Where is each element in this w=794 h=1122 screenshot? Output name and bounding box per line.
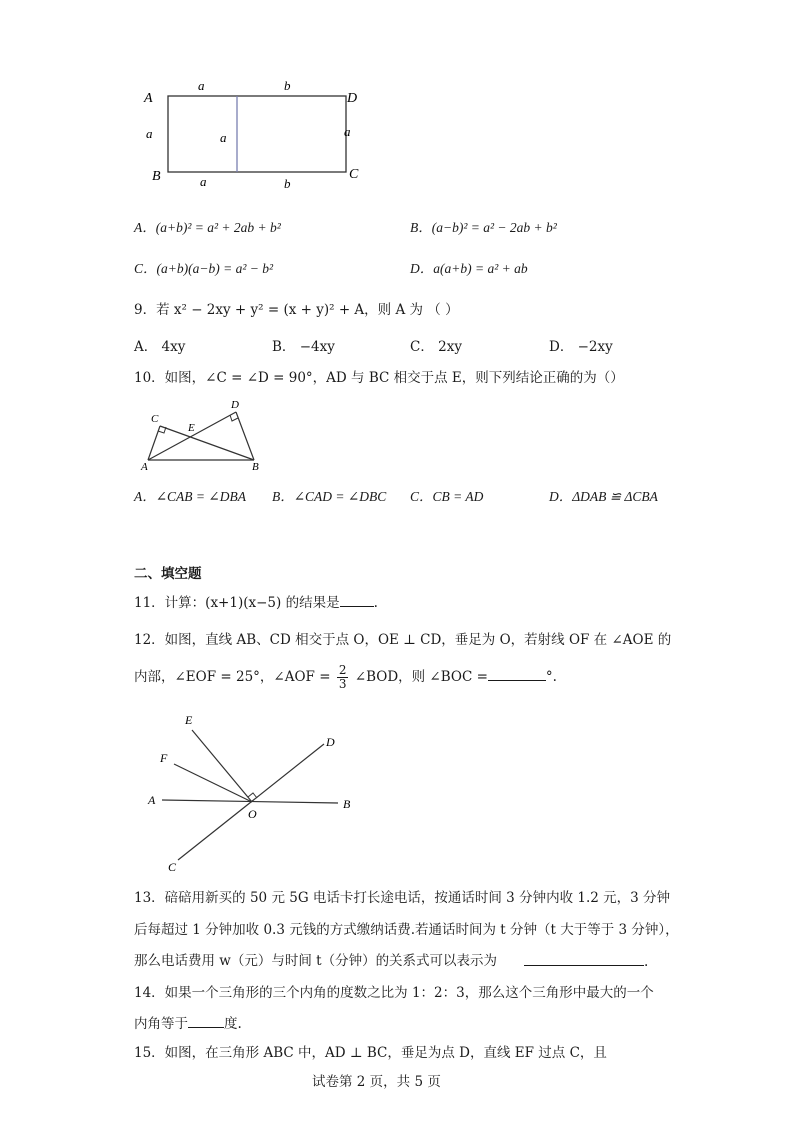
q10-label-a: A	[141, 461, 148, 473]
q9-option-a: A． 4xy	[134, 339, 186, 355]
q10-label-b: B	[252, 461, 259, 473]
q12-frac-den: 3	[338, 677, 347, 691]
q11-text: 11．计算：(x+1)(x−5) 的结果是	[134, 595, 340, 611]
q9-option-b: B． −4xy	[272, 339, 335, 355]
q14-line2-b: 度.	[224, 1016, 242, 1032]
q9-option-d: D． −2xy	[549, 339, 613, 355]
q12-label-d: D	[326, 735, 335, 749]
vertex-d-label: D	[347, 91, 358, 106]
q12-label-f: F	[160, 751, 168, 765]
q13-line1: 13．碚碚用新买的 50 元 5G 电话卡打长途电话，按通话时间 3 分钟内收 1.2 元，3 分钟	[134, 890, 670, 906]
q11	[134, 592, 378, 613]
q8-option-c: C．(a+b)(a−b) = a² − b²	[134, 261, 274, 276]
q13-end: .	[644, 954, 649, 970]
right-a-label: a	[344, 124, 351, 139]
right-angle-mark-o	[248, 793, 257, 798]
segment-cb	[160, 426, 254, 460]
q13-line3	[134, 951, 497, 971]
q11-end: .	[373, 595, 378, 611]
q12-line2-a: 内部，∠EOF = 25°，∠AOF =	[134, 669, 331, 685]
q9-stem: 9．若 x² − 2xy + y² = (x + y)² + A，则 A 为 （ ）	[134, 302, 459, 318]
q13-answer	[524, 951, 648, 972]
q14-line2	[134, 1013, 242, 1034]
q14-answer-blank[interactable]	[188, 1013, 224, 1028]
q13-line3-text: 那么电话费用 w（元）与时间 t（分钟）的关系式可以表示为	[134, 953, 498, 969]
q10-option-d: D．ΔDAB ≌ ΔCBA	[549, 489, 658, 504]
q13-line2: 后每超过 1 分钟加收 0.3 元钱的方式缴纳话费.若通话时间为 t 分钟（t 大于等于 3 分钟），	[134, 922, 679, 938]
q10-label-c: C	[151, 413, 159, 425]
q12-lines-figure	[140, 708, 370, 878]
q15-line1: 15．如图，在三角形 ABC 中，AD ⊥ BC，垂足为点 D，直线 EF 过点 C，且	[134, 1045, 607, 1061]
q14-line2-a: 内角等于	[134, 1016, 188, 1032]
q12-label-c: C	[168, 860, 177, 874]
mid-a-label: a	[220, 130, 227, 145]
q11-answer-blank[interactable]	[340, 592, 374, 607]
q12-frac-num: 2	[338, 663, 347, 677]
q10-label-e: E	[188, 422, 195, 434]
ray-of	[174, 764, 252, 802]
page-footer: 试卷第 2 页，共 5 页	[312, 1074, 441, 1090]
section-title: 二、填空题	[134, 566, 202, 582]
q9-option-c: C． 2xy	[410, 339, 462, 355]
top-a-label: a	[198, 78, 205, 93]
left-a-label: a	[146, 126, 153, 141]
q12-answer-blank[interactable]	[488, 666, 546, 681]
ray-oe	[192, 730, 252, 802]
q12-line2	[134, 664, 557, 691]
segment-db	[236, 412, 254, 460]
q12-label-o: O	[248, 807, 257, 821]
q12-end: °.	[545, 669, 557, 685]
q10-label-d: D	[231, 399, 239, 411]
q8-option-b: B．(a−b)² = a² − 2ab + b²	[410, 220, 557, 235]
vertex-b-label: B	[152, 169, 161, 184]
vertex-c-label: C	[349, 167, 359, 182]
bottom-b-label: b	[284, 176, 291, 191]
q14-line1: 14．如果一个三角形的三个内角的度数之比为 1：2：3，那么这个三角形中最大的一个	[134, 985, 654, 1001]
right-angle-mark-d	[230, 415, 238, 421]
q10-option-c: C．CB = AD	[410, 489, 484, 504]
q8-option-d: D．a(a+b) = a² + ab	[410, 261, 528, 276]
q12-label-e: E	[185, 713, 193, 727]
q12-line2-b: ∠BOD，则 ∠BOC =	[354, 669, 488, 685]
q10-option-b: B．∠CAD = ∠DBC	[272, 489, 387, 504]
q12-label-a: A	[148, 793, 156, 807]
q12-line1: 12．如图，直线 AB、CD 相交于点 O，OE ⊥ CD，垂足为 O，若射线 OF 在 ∠AOE 的	[134, 632, 672, 648]
segment-ad	[148, 412, 236, 460]
q8-option-a: A．(a+b)² = a² + 2ab + b²	[134, 220, 281, 235]
q10-stem: 10．如图，∠C = ∠D = 90°，AD 与 BC 相交于点 E，则下列结论正确的为（）	[134, 370, 624, 386]
q12-label-b: B	[343, 797, 351, 811]
rectangle-figure	[140, 72, 380, 192]
rectangle-outline	[168, 96, 346, 172]
q10-option-a: A．∠CAB = ∠DBA	[134, 489, 246, 504]
top-b-label: b	[284, 78, 291, 93]
bottom-a-label: a	[200, 174, 207, 189]
q12-fraction	[337, 664, 349, 691]
q10-triangle-figure	[138, 396, 270, 474]
vertex-a-label: A	[144, 91, 153, 106]
q13-answer-blank[interactable]	[524, 951, 644, 966]
